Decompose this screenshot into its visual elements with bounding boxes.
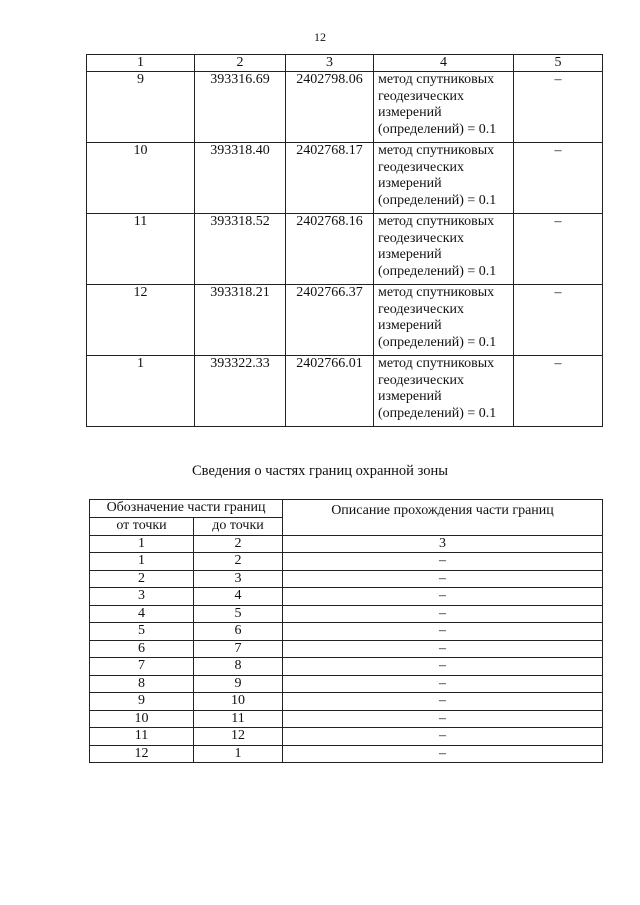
x-coordinate-cell: 393322.33 — [195, 356, 286, 427]
y-coordinate-cell: 2402766.37 — [286, 285, 374, 356]
method-line: измерений — [378, 389, 442, 404]
coordinates-header-cell: 1 — [87, 55, 195, 72]
section-title: Сведения о частях границ охранной зоны — [192, 463, 448, 479]
x-coordinate-cell: 393318.52 — [195, 214, 286, 285]
method-line: измерений — [378, 105, 442, 120]
method-line: (определений) = 0.1 — [378, 263, 497, 279]
method-cell — [374, 72, 514, 143]
to-point-cell: 5 — [194, 605, 283, 623]
coordinates-row — [87, 285, 603, 356]
to-point-cell: 2 — [194, 553, 283, 571]
y-coordinate-cell: 2402768.16 — [286, 214, 374, 285]
description-cell: – — [283, 570, 603, 588]
description-cell: – — [283, 640, 603, 658]
method-cell — [374, 214, 514, 285]
from-point-cell: 12 — [90, 745, 194, 763]
y-coordinate-cell: 2402798.06 — [286, 72, 374, 143]
method-line: геодезических — [378, 159, 465, 175]
method-line: (определений) = 0.1 — [378, 334, 497, 350]
note-cell: – — [514, 285, 603, 356]
method-line: (определений) = 0.1 — [378, 405, 497, 421]
method-line: измерений — [378, 247, 442, 262]
from-point-cell: 11 — [90, 728, 194, 746]
from-point-cell: 3 — [90, 588, 194, 606]
coordinates-header-cell: 2 — [195, 55, 286, 72]
note-cell: – — [514, 72, 603, 143]
coordinates-row — [87, 356, 603, 427]
point-cell: 10 — [87, 143, 195, 214]
description-cell: – — [283, 693, 603, 711]
method-line: геодезических — [378, 372, 465, 388]
description-cell: – — [283, 728, 603, 746]
from-point-cell: 2 — [90, 570, 194, 588]
x-coordinate-cell: 393318.21 — [195, 285, 286, 356]
to-point-cell: 11 — [194, 710, 283, 728]
description-cell: – — [283, 623, 603, 641]
to-point-cell: 7 — [194, 640, 283, 658]
parts-numbering-row — [90, 535, 603, 553]
point-cell: 12 — [87, 285, 195, 356]
from-point-cell: 4 — [90, 605, 194, 623]
from-point-cell: 1 — [90, 553, 194, 571]
from-point-cell: 10 — [90, 710, 194, 728]
from-point-cell: 9 — [90, 693, 194, 711]
y-coordinate-cell: 2402768.17 — [286, 143, 374, 214]
to-point-cell: 4 — [194, 588, 283, 606]
numbering-cell: 2 — [194, 535, 283, 553]
boundary-part-row — [90, 693, 603, 711]
description-cell: – — [283, 588, 603, 606]
numbering-cell: 3 — [283, 535, 603, 553]
to-point-cell: 8 — [194, 658, 283, 676]
boundary-part-row — [90, 640, 603, 658]
boundary-part-row — [90, 570, 603, 588]
description-cell: – — [283, 710, 603, 728]
coordinates-table — [86, 54, 603, 427]
method-line: (определений) = 0.1 — [378, 121, 497, 137]
note-cell: – — [514, 356, 603, 427]
coordinates-table-body — [87, 55, 603, 427]
to-point-cell: 12 — [194, 728, 283, 746]
description-cell: – — [283, 553, 603, 571]
method-cell — [374, 285, 514, 356]
y-coordinate-cell: 2402766.01 — [286, 356, 374, 427]
description-cell: – — [283, 605, 603, 623]
method-line: геодезических — [378, 230, 465, 246]
from-point-cell: 6 — [90, 640, 194, 658]
point-cell: 1 — [87, 356, 195, 427]
description-cell: – — [283, 658, 603, 676]
method-line: измерений — [378, 318, 442, 333]
from-point-cell: 7 — [90, 658, 194, 676]
designation-header: Обозначение части границ — [90, 500, 283, 518]
parts-header-row — [90, 500, 603, 518]
boundary-parts-table-body — [90, 500, 603, 763]
coordinates-row — [87, 143, 603, 214]
method-line: метод спутниковых — [378, 143, 495, 158]
coordinates-header-row — [87, 55, 603, 72]
coordinates-header-cell: 4 — [374, 55, 514, 72]
numbering-cell: 1 — [90, 535, 194, 553]
point-cell: 9 — [87, 72, 195, 143]
boundary-part-row — [90, 745, 603, 763]
coordinates-row — [87, 214, 603, 285]
to-point-cell: 3 — [194, 570, 283, 588]
boundary-part-row — [90, 605, 603, 623]
coordinates-header-cell: 5 — [514, 55, 603, 72]
from-point-cell: 5 — [90, 623, 194, 641]
from-point-cell: 8 — [90, 675, 194, 693]
to-point-cell: 10 — [194, 693, 283, 711]
method-line: измерений — [378, 176, 442, 191]
method-line: метод спутниковых — [378, 72, 495, 87]
method-cell — [374, 143, 514, 214]
to-point-cell: 1 — [194, 745, 283, 763]
to-point-header: до точки — [194, 518, 283, 536]
method-line: метод спутниковых — [378, 285, 495, 300]
coordinates-row — [87, 72, 603, 143]
x-coordinate-cell: 393316.69 — [195, 72, 286, 143]
page-number: 12 — [314, 30, 326, 44]
method-line: (определений) = 0.1 — [378, 192, 497, 208]
boundary-part-row — [90, 675, 603, 693]
point-cell: 11 — [87, 214, 195, 285]
method-line: геодезических — [378, 88, 465, 104]
boundary-part-row — [90, 710, 603, 728]
from-point-header: от точки — [90, 518, 194, 536]
note-cell: – — [514, 214, 603, 285]
description-header: Описание прохождения части границ — [283, 500, 603, 536]
to-point-cell: 6 — [194, 623, 283, 641]
description-cell: – — [283, 745, 603, 763]
boundary-part-row — [90, 658, 603, 676]
boundary-part-row — [90, 623, 603, 641]
method-line: метод спутниковых — [378, 356, 495, 371]
note-cell: – — [514, 143, 603, 214]
to-point-cell: 9 — [194, 675, 283, 693]
boundary-part-row — [90, 588, 603, 606]
boundary-part-row — [90, 728, 603, 746]
method-line: геодезических — [378, 301, 465, 317]
method-line: метод спутниковых — [378, 214, 495, 229]
coordinates-header-cell: 3 — [286, 55, 374, 72]
method-cell — [374, 356, 514, 427]
x-coordinate-cell: 393318.40 — [195, 143, 286, 214]
description-cell: – — [283, 675, 603, 693]
boundary-parts-table — [89, 499, 603, 763]
boundary-part-row — [90, 553, 603, 571]
